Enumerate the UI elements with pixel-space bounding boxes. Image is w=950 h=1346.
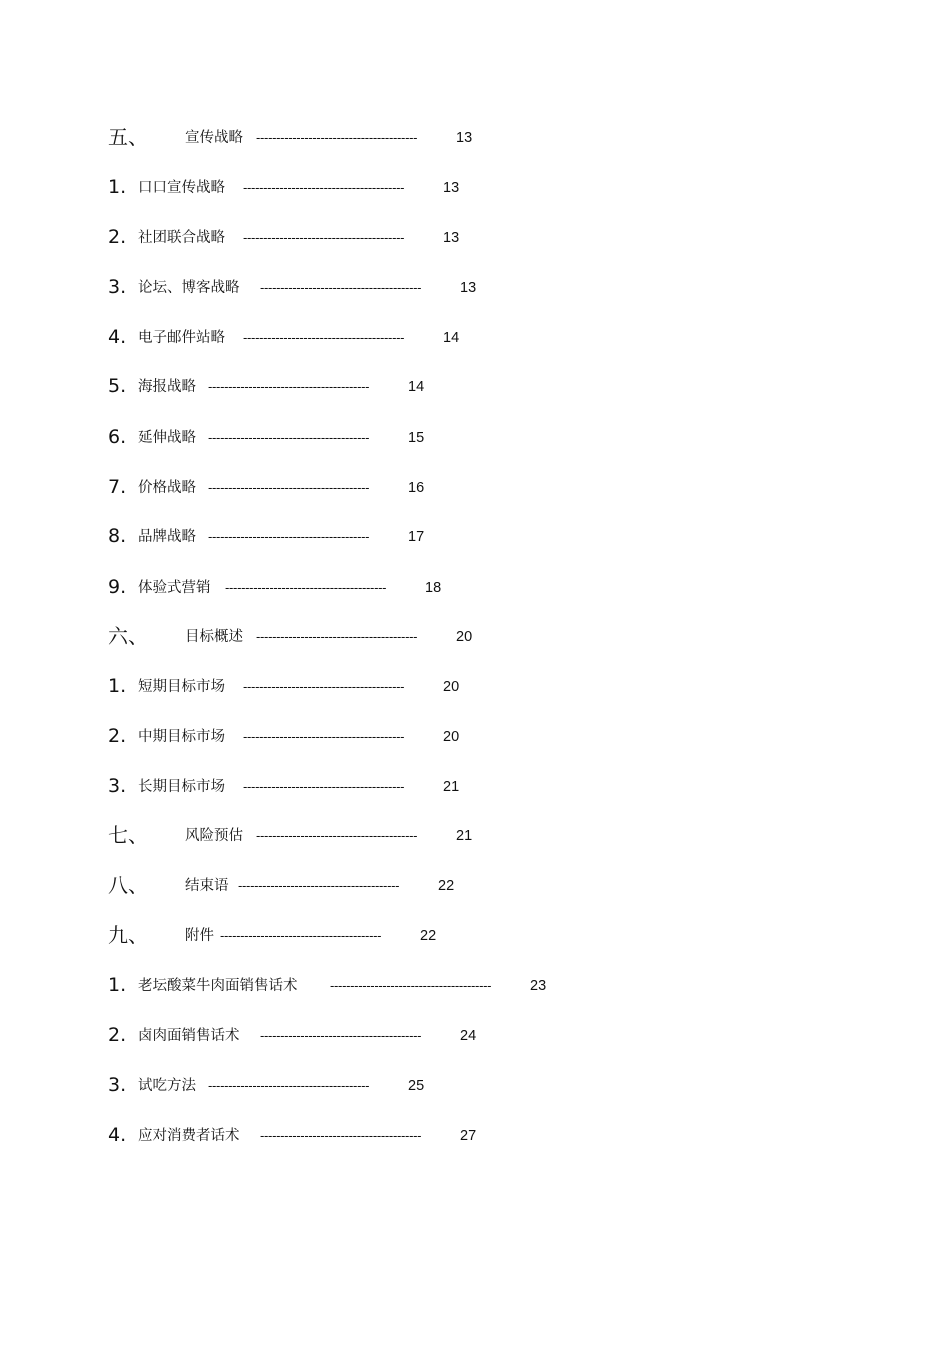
item-number: 9. [108, 576, 127, 598]
item-number: 2. [108, 226, 127, 248]
page-number: 20 [456, 629, 473, 645]
page-number: 16 [408, 480, 425, 496]
dot-leader: ---------------------------------------- [220, 928, 382, 943]
page-number: 13 [456, 130, 473, 146]
entry-title: 目标概述 [185, 629, 243, 645]
entry-title: 卤肉面销售话术 [138, 1028, 240, 1044]
toc-entry[interactable] [0, 872, 950, 898]
item-number: 4. [108, 1124, 127, 1146]
item-number: 7. [108, 476, 127, 498]
page-number: 24 [460, 1028, 477, 1044]
page-number: 13 [443, 180, 460, 196]
page-number: 20 [443, 729, 460, 745]
entry-title: 体验式营销 [138, 580, 211, 596]
page-number: 23 [530, 978, 547, 994]
dot-leader: ---------------------------------------- [260, 280, 422, 295]
toc-entry[interactable] [0, 224, 950, 250]
entry-title: 中期目标市场 [138, 729, 225, 745]
page-number: 14 [443, 330, 460, 346]
item-number: 2. [108, 1024, 127, 1046]
dot-leader: ---------------------------------------- [243, 180, 405, 195]
entry-title: 价格战略 [138, 480, 196, 496]
entry-title: 论坛、博客战略 [138, 280, 240, 296]
page-number: 22 [420, 928, 437, 944]
entry-title: 长期目标市场 [138, 779, 225, 795]
section-number: 九、 [108, 923, 148, 947]
page-number: 20 [443, 679, 460, 695]
toc-entry[interactable] [0, 922, 950, 948]
entry-title: 短期目标市场 [138, 679, 225, 695]
page-number: 15 [408, 430, 425, 446]
toc-entry[interactable] [0, 274, 950, 300]
toc-entry[interactable] [0, 1072, 950, 1098]
item-number: 2. [108, 725, 127, 747]
dot-leader: ---------------------------------------- [238, 878, 400, 893]
dot-leader: ---------------------------------------- [330, 978, 492, 993]
toc-entry[interactable] [0, 972, 950, 998]
page-number: 18 [425, 580, 442, 596]
toc-entry[interactable] [0, 773, 950, 799]
entry-title: 社团联合战略 [138, 230, 225, 246]
dot-leader: ---------------------------------------- [260, 1128, 422, 1143]
dot-leader: ---------------------------------------- [225, 580, 387, 595]
dot-leader: ---------------------------------------- [243, 330, 405, 345]
section-number: 六、 [108, 624, 148, 648]
toc-entry[interactable] [0, 324, 950, 350]
toc-entry[interactable] [0, 1122, 950, 1148]
toc-entry[interactable] [0, 673, 950, 699]
entry-title: 风险预估 [185, 828, 243, 844]
toc-entry[interactable] [0, 723, 950, 749]
item-number: 3. [108, 1074, 127, 1096]
toc-entry[interactable] [0, 124, 950, 150]
section-number: 五、 [108, 125, 148, 149]
entry-title: 试吃方法 [138, 1078, 196, 1094]
entry-title: 延伸战略 [138, 430, 196, 446]
item-number: 4. [108, 326, 127, 348]
entry-title: 结束语 [185, 878, 229, 894]
toc-entry[interactable] [0, 822, 950, 848]
page-number: 13 [443, 230, 460, 246]
dot-leader: ---------------------------------------- [243, 729, 405, 744]
toc-entry[interactable] [0, 424, 950, 450]
entry-title: 老坛酸菜牛肉面销售话术 [138, 978, 298, 994]
toc-entry[interactable] [0, 523, 950, 549]
toc-entry[interactable] [0, 574, 950, 600]
toc-entry[interactable] [0, 474, 950, 500]
entry-title: 应对消费者话术 [138, 1128, 240, 1144]
entry-title: 口口宣传战略 [138, 180, 225, 196]
dot-leader: ---------------------------------------- [256, 130, 418, 145]
dot-leader: ---------------------------------------- [256, 629, 418, 644]
item-number: 3. [108, 276, 127, 298]
page-number: 13 [460, 280, 477, 296]
entry-title: 电子邮件站略 [138, 330, 225, 346]
dot-leader: ---------------------------------------- [243, 779, 405, 794]
dot-leader: ---------------------------------------- [208, 529, 370, 544]
dot-leader: ---------------------------------------- [260, 1028, 422, 1043]
entry-title: 宣传战略 [185, 130, 243, 146]
item-number: 1. [108, 176, 127, 198]
item-number: 3. [108, 775, 127, 797]
section-number: 七、 [108, 823, 148, 847]
dot-leader: ---------------------------------------- [208, 1078, 370, 1093]
toc-entry[interactable] [0, 373, 950, 399]
page-number: 21 [456, 828, 473, 844]
dot-leader: ---------------------------------------- [243, 230, 405, 245]
dot-leader: ---------------------------------------- [243, 679, 405, 694]
dot-leader: ---------------------------------------- [208, 480, 370, 495]
page-number: 14 [408, 379, 425, 395]
page-number: 27 [460, 1128, 477, 1144]
item-number: 1. [108, 974, 127, 996]
dot-leader: ---------------------------------------- [208, 379, 370, 394]
page-number: 17 [408, 529, 425, 545]
toc-entry[interactable] [0, 174, 950, 200]
entry-title: 品牌战略 [138, 529, 196, 545]
item-number: 8. [108, 525, 127, 547]
page-number: 21 [443, 779, 460, 795]
item-number: 5. [108, 375, 127, 397]
page-number: 22 [438, 878, 455, 894]
dot-leader: ---------------------------------------- [256, 828, 418, 843]
item-number: 6. [108, 426, 127, 448]
item-number: 1. [108, 675, 127, 697]
page-number: 25 [408, 1078, 425, 1094]
entry-title: 海报战略 [138, 379, 196, 395]
entry-title: 附件 [185, 928, 214, 944]
toc-entry[interactable] [0, 623, 950, 649]
dot-leader: ---------------------------------------- [208, 430, 370, 445]
toc-entry[interactable] [0, 1022, 950, 1048]
section-number: 八、 [108, 873, 148, 897]
